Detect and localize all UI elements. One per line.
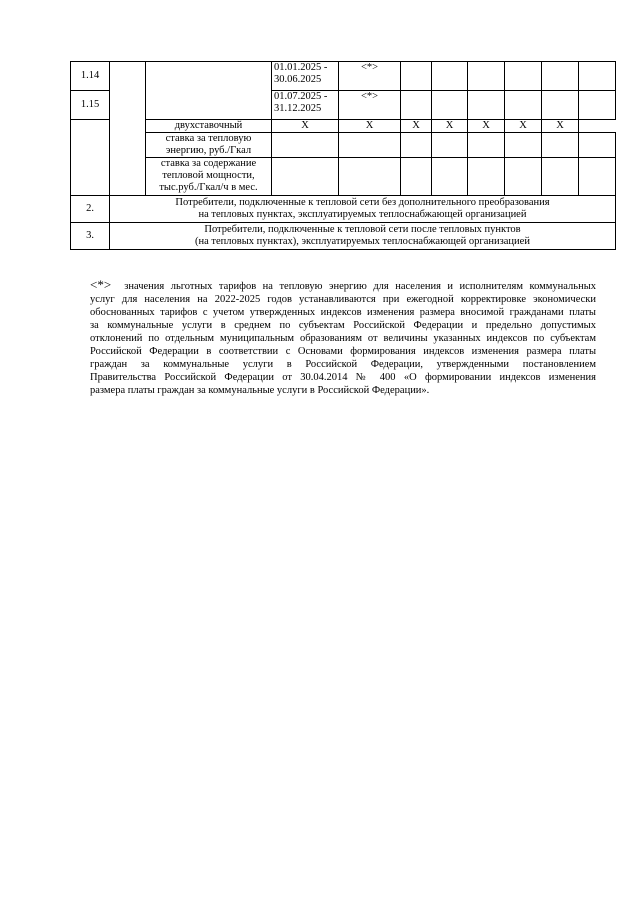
mark-cell: [339, 91, 401, 120]
x-cell: X: [468, 120, 505, 133]
table-row: [71, 223, 616, 250]
table-row: [71, 120, 616, 133]
footnote-line: граждан за коммунальные услуги в Российской Федерации, утвержденными постановлением: [90, 359, 596, 370]
empty-cell: [71, 120, 110, 196]
period-cell: [272, 91, 339, 120]
x-cell: X: [339, 120, 401, 133]
group-caption: [110, 196, 616, 223]
group-caption-line: Потребители, подключенные к тепловой сети без дополнительного преобразования: [175, 197, 550, 208]
x-cell: X: [542, 120, 579, 133]
row-number: 1.15: [71, 91, 110, 120]
empty-cell: [146, 62, 272, 120]
footnote-line: за коммунальные услуги в среднем по субъектам Российской Федерации и предельно допустимых: [90, 320, 596, 331]
footnote-text: значения льготных тарифов на тепловую энергию для населения и исполнителям коммунальных: [124, 281, 596, 292]
row-number: 3.: [71, 223, 110, 250]
energy-rate-label: ставка за тепловую энергию, руб./Гкал: [146, 133, 272, 158]
row-number: 1.14: [71, 62, 110, 91]
x-cell: X: [401, 120, 432, 133]
period-text: 01.01.2025 - 30.06.2025: [274, 62, 328, 85]
group-caption-line: (на тепловых пунктах), эксплуатируемых теплоснабжающей организацией: [195, 236, 530, 247]
footnote-line: обоснованных тарифов с учетом утвержденных индексов изменения размера вносимой гражданами платы: [90, 307, 596, 318]
x-cell: X: [432, 120, 468, 133]
group-caption: [110, 223, 616, 250]
capacity-rate-label: ставка за содержание тепловой мощности, тыс.руб./Гкал/ч в мес.: [146, 158, 272, 196]
group-caption-line: Потребители, подключенные к тепловой сети после тепловых пунктов: [204, 224, 521, 235]
group-caption-line: на тепловых пунктах, эксплуатируемых теплоснабжающей организацией: [198, 209, 527, 220]
period-cell: [272, 62, 339, 91]
table-row: [71, 196, 616, 223]
footnote-line: отклонений по отдельным муниципальным образованиям от величины указанных индексов по субъектам: [90, 333, 596, 344]
footnote-mark: <*>: [360, 91, 379, 102]
mark-cell: [339, 62, 401, 91]
footnote-line: размера платы граждан за коммунальные услуги в Российской Федерации».: [90, 385, 430, 396]
footnote-line: [90, 278, 596, 293]
footnote-line: Российской Федерации в соответствии с Основами формирования индексов изменения размера платы: [90, 346, 596, 357]
empty-cell: [110, 62, 146, 196]
footnote-mark: <*>: [90, 277, 112, 292]
two-rate-label: двухставочный: [146, 120, 272, 133]
footnote-line: Правительства Российской Федерации от 30.04.2014 № 400 «О формировании индексов изменения: [90, 372, 596, 383]
tariff-table: [70, 61, 616, 250]
footnote-line: услуг для населения на 2022-2025 годов устанавливаются при ежегодной корректировке экономически: [90, 294, 596, 305]
x-cell: X: [505, 120, 542, 133]
footnote-mark: <*>: [360, 62, 379, 73]
x-cell: X: [272, 120, 339, 133]
row-number: 2.: [71, 196, 110, 223]
period-text: 01.07.2025 - 31.12.2025: [274, 91, 328, 114]
table-row: [71, 133, 616, 158]
table-row: [71, 158, 616, 196]
footnote: [90, 278, 596, 397]
table-row: [71, 62, 616, 91]
